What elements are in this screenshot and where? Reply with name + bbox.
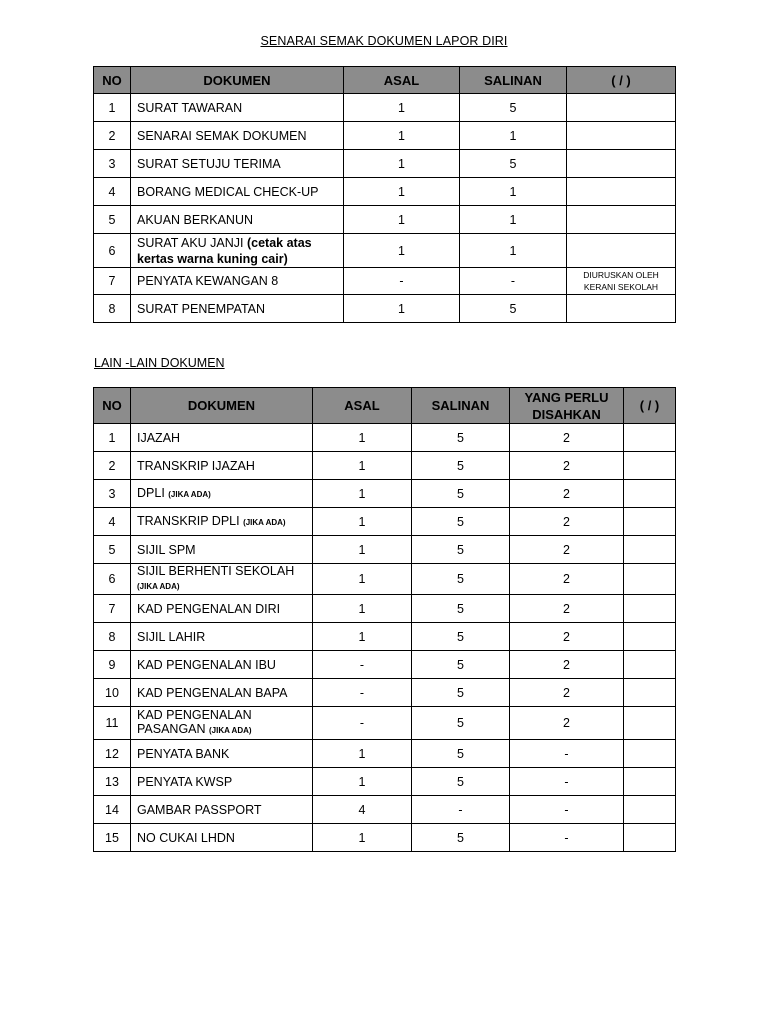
document-name: KAD PENGENALAN BAPA [137, 685, 288, 700]
table-row [94, 424, 676, 452]
document-name: SENARAI SEMAK DOKUMEN [137, 128, 307, 143]
row-salinan: 5 [412, 424, 510, 452]
row-disahkan: - [510, 796, 624, 824]
table-row [94, 707, 676, 740]
document-name: DPLI [137, 485, 169, 500]
table-row [94, 178, 676, 206]
row-no: 3 [94, 150, 131, 178]
header-check: ( / ) [624, 388, 676, 424]
row-disahkan: 2 [510, 536, 624, 564]
table-row [94, 268, 676, 295]
row-check-cell[interactable] [624, 424, 676, 452]
row-check-cell[interactable] [567, 150, 676, 178]
table-row [94, 623, 676, 651]
document-note: (JIKA ADA) [137, 582, 180, 591]
document-name: SIJIL LAHIR [137, 629, 206, 644]
row-no: 15 [94, 824, 131, 852]
row-salinan: 1 [460, 178, 567, 206]
row-salinan: 1 [460, 122, 567, 150]
row-document [131, 740, 313, 768]
header-dokumen: DOKUMEN [131, 388, 313, 424]
row-disahkan: 2 [510, 508, 624, 536]
row-document [131, 796, 313, 824]
row-asal: - [313, 679, 412, 707]
row-salinan: - [412, 796, 510, 824]
row-document [131, 508, 313, 536]
row-document [131, 122, 344, 150]
row-salinan: 5 [412, 651, 510, 679]
row-no: 7 [94, 268, 131, 295]
header-dokumen: DOKUMEN [131, 67, 344, 94]
row-check-cell[interactable] [567, 234, 676, 268]
table-row [94, 452, 676, 480]
table-row [94, 824, 676, 852]
row-document [131, 480, 313, 508]
table-row [94, 206, 676, 234]
row-disahkan: 2 [510, 623, 624, 651]
document-instruction: (cetak atas kertas warna kuning cair) [137, 235, 312, 266]
section-title-other-documents: LAIN -LAIN DOKUMEN [94, 356, 225, 370]
table-row [94, 740, 676, 768]
row-no: 5 [94, 536, 131, 564]
document-name: BORANG MEDICAL CHECK-UP [137, 184, 319, 199]
row-asal: - [313, 651, 412, 679]
row-asal: 1 [313, 824, 412, 852]
document-name: GAMBAR PASSPORT [137, 802, 262, 817]
table-row [94, 122, 676, 150]
row-salinan: 5 [412, 508, 510, 536]
row-salinan: 5 [412, 480, 510, 508]
row-check-cell[interactable] [567, 122, 676, 150]
row-asal: 1 [313, 623, 412, 651]
document-name: KAD PENGENALAN DIRI [137, 601, 281, 616]
row-salinan: 1 [460, 234, 567, 268]
row-salinan: 5 [460, 150, 567, 178]
document-note: (JIKA ADA) [209, 726, 252, 735]
row-salinan: 5 [412, 740, 510, 768]
row-document [131, 94, 344, 122]
table-row [94, 651, 676, 679]
header-salinan: SALINAN [412, 388, 510, 424]
table-row [94, 564, 676, 595]
document-name: PENYATA KEWANGAN 8 [137, 274, 279, 288]
row-check-cell[interactable] [624, 595, 676, 623]
document-name: SURAT TAWARAN [137, 100, 243, 115]
row-disahkan: - [510, 740, 624, 768]
row-no: 3 [94, 480, 131, 508]
row-no: 11 [94, 707, 131, 740]
row-document [131, 452, 313, 480]
row-no: 4 [94, 178, 131, 206]
row-disahkan: 2 [510, 595, 624, 623]
row-document [131, 424, 313, 452]
row-asal: 1 [313, 768, 412, 796]
row-check-cell[interactable] [624, 536, 676, 564]
row-document [131, 234, 344, 268]
row-check-cell[interactable] [567, 178, 676, 206]
row-salinan: 5 [412, 564, 510, 595]
row-check-cell[interactable] [624, 824, 676, 852]
row-check-cell[interactable] [624, 768, 676, 796]
row-salinan: 5 [460, 94, 567, 122]
table-row [94, 480, 676, 508]
row-disahkan: 2 [510, 424, 624, 452]
document-note: (JIKA ADA) [168, 489, 211, 499]
row-salinan: 5 [412, 452, 510, 480]
row-asal: 1 [313, 564, 412, 595]
row-disahkan: - [510, 768, 624, 796]
row-no: 1 [94, 94, 131, 122]
row-check-cell[interactable] [624, 679, 676, 707]
row-check-cell[interactable] [624, 707, 676, 740]
row-document [131, 564, 313, 595]
row-document [131, 824, 313, 852]
table-row [94, 595, 676, 623]
table-row [94, 508, 676, 536]
row-asal: 1 [313, 480, 412, 508]
table-row [94, 796, 676, 824]
row-document [131, 536, 313, 564]
row-salinan: 5 [412, 595, 510, 623]
document-name: PENYATA KWSP [137, 774, 233, 789]
row-salinan: 1 [460, 206, 567, 234]
row-document [131, 206, 344, 234]
row-document [131, 768, 313, 796]
document-name: KAD PENGENALAN PASANGAN [137, 708, 252, 736]
row-disahkan: 2 [510, 679, 624, 707]
row-salinan: 5 [412, 824, 510, 852]
row-document [131, 651, 313, 679]
document-name: TRANSKRIP IJAZAH [137, 458, 255, 473]
row-document [131, 295, 344, 323]
row-asal: 1 [313, 508, 412, 536]
document-name: AKUAN BERKANUN [137, 212, 253, 227]
row-check-cell[interactable] [567, 94, 676, 122]
row-no: 8 [94, 295, 131, 323]
row-check-cell[interactable] [624, 651, 676, 679]
row-document [131, 595, 313, 623]
row-salinan: 5 [412, 679, 510, 707]
row-no: 2 [94, 122, 131, 150]
document-name: SIJIL BERHENTI SEKOLAH [137, 564, 295, 578]
row-asal: 1 [313, 452, 412, 480]
header-check: ( / ) [567, 67, 676, 94]
row-salinan: 5 [412, 623, 510, 651]
row-asal: 4 [313, 796, 412, 824]
row-disahkan: - [510, 824, 624, 852]
document-name: NO CUKAI LHDN [137, 830, 235, 845]
table-row [94, 768, 676, 796]
row-disahkan: 2 [510, 452, 624, 480]
row-asal: 1 [313, 740, 412, 768]
header-no: NO [94, 388, 131, 424]
row-asal: - [344, 268, 460, 295]
row-asal: 1 [344, 295, 460, 323]
header-asal: ASAL [344, 67, 460, 94]
row-asal: 1 [344, 94, 460, 122]
table-header-row [94, 67, 676, 94]
document-name: SURAT PENEMPATAN [137, 301, 266, 316]
document-name: SURAT SETUJU TERIMA [137, 156, 281, 171]
row-no: 5 [94, 206, 131, 234]
row-no: 8 [94, 623, 131, 651]
document-name: PENYATA BANK [137, 746, 230, 761]
row-disahkan: 2 [510, 707, 624, 740]
row-salinan: 5 [412, 707, 510, 740]
row-document [131, 679, 313, 707]
document-note: (JIKA ADA) [243, 517, 286, 527]
row-no: 4 [94, 508, 131, 536]
header-yang-perlu-disahkan: YANG PERLU DISAHKAN [510, 388, 624, 424]
row-check-cell[interactable] [567, 206, 676, 234]
checklist-table-main [93, 66, 676, 323]
document-name: SIJIL SPM [137, 542, 196, 557]
row-asal: 1 [344, 122, 460, 150]
row-no: 13 [94, 768, 131, 796]
row-document [131, 623, 313, 651]
row-asal: - [313, 707, 412, 740]
header-salinan: SALINAN [460, 67, 567, 94]
document-name: TRANSKRIP DPLI [137, 513, 244, 528]
row-salinan: 5 [460, 295, 567, 323]
document-name: SURAT AKU JANJI [137, 235, 247, 250]
row-document [131, 268, 344, 295]
row-asal: 1 [313, 536, 412, 564]
row-check-cell[interactable] [624, 480, 676, 508]
row-asal: 1 [313, 424, 412, 452]
table-row [94, 94, 676, 122]
row-asal: 1 [344, 234, 460, 268]
row-asal: 1 [313, 595, 412, 623]
row-no: 10 [94, 679, 131, 707]
row-check-cell[interactable] [624, 452, 676, 480]
row-asal: 1 [344, 178, 460, 206]
row-check-cell[interactable] [567, 295, 676, 323]
row-salinan: - [460, 268, 567, 295]
row-check-cell[interactable] [624, 740, 676, 768]
row-no: 1 [94, 424, 131, 452]
row-check-cell[interactable] [624, 796, 676, 824]
row-disahkan: 2 [510, 480, 624, 508]
table-row [94, 679, 676, 707]
row-asal: 1 [344, 206, 460, 234]
row-no: 14 [94, 796, 131, 824]
row-document [131, 150, 344, 178]
row-document [131, 178, 344, 206]
row-disahkan: 2 [510, 564, 624, 595]
table-header-row [94, 388, 676, 424]
row-no: 9 [94, 651, 131, 679]
row-no: 2 [94, 452, 131, 480]
row-check-cell[interactable]: DIURUSKAN OLEH KERANI SEKOLAH [567, 268, 676, 295]
header-no: NO [94, 67, 131, 94]
row-check-cell[interactable] [624, 623, 676, 651]
document-name: IJAZAH [137, 430, 181, 445]
row-document [131, 707, 313, 740]
row-no: 6 [94, 234, 131, 268]
row-no: 7 [94, 595, 131, 623]
table-row [94, 150, 676, 178]
header-asal: ASAL [313, 388, 412, 424]
row-disahkan: 2 [510, 651, 624, 679]
row-salinan: 5 [412, 536, 510, 564]
table-row [94, 536, 676, 564]
table-row [94, 295, 676, 323]
row-asal: 1 [344, 150, 460, 178]
row-check-cell[interactable] [624, 564, 676, 595]
row-no: 12 [94, 740, 131, 768]
row-no: 6 [94, 564, 131, 595]
row-check-cell[interactable] [624, 508, 676, 536]
checklist-table-other [93, 387, 676, 852]
table-row [94, 234, 676, 268]
page-title: SENARAI SEMAK DOKUMEN LAPOR DIRI [260, 34, 508, 48]
document-name: KAD PENGENALAN IBU [137, 657, 276, 672]
row-salinan: 5 [412, 768, 510, 796]
